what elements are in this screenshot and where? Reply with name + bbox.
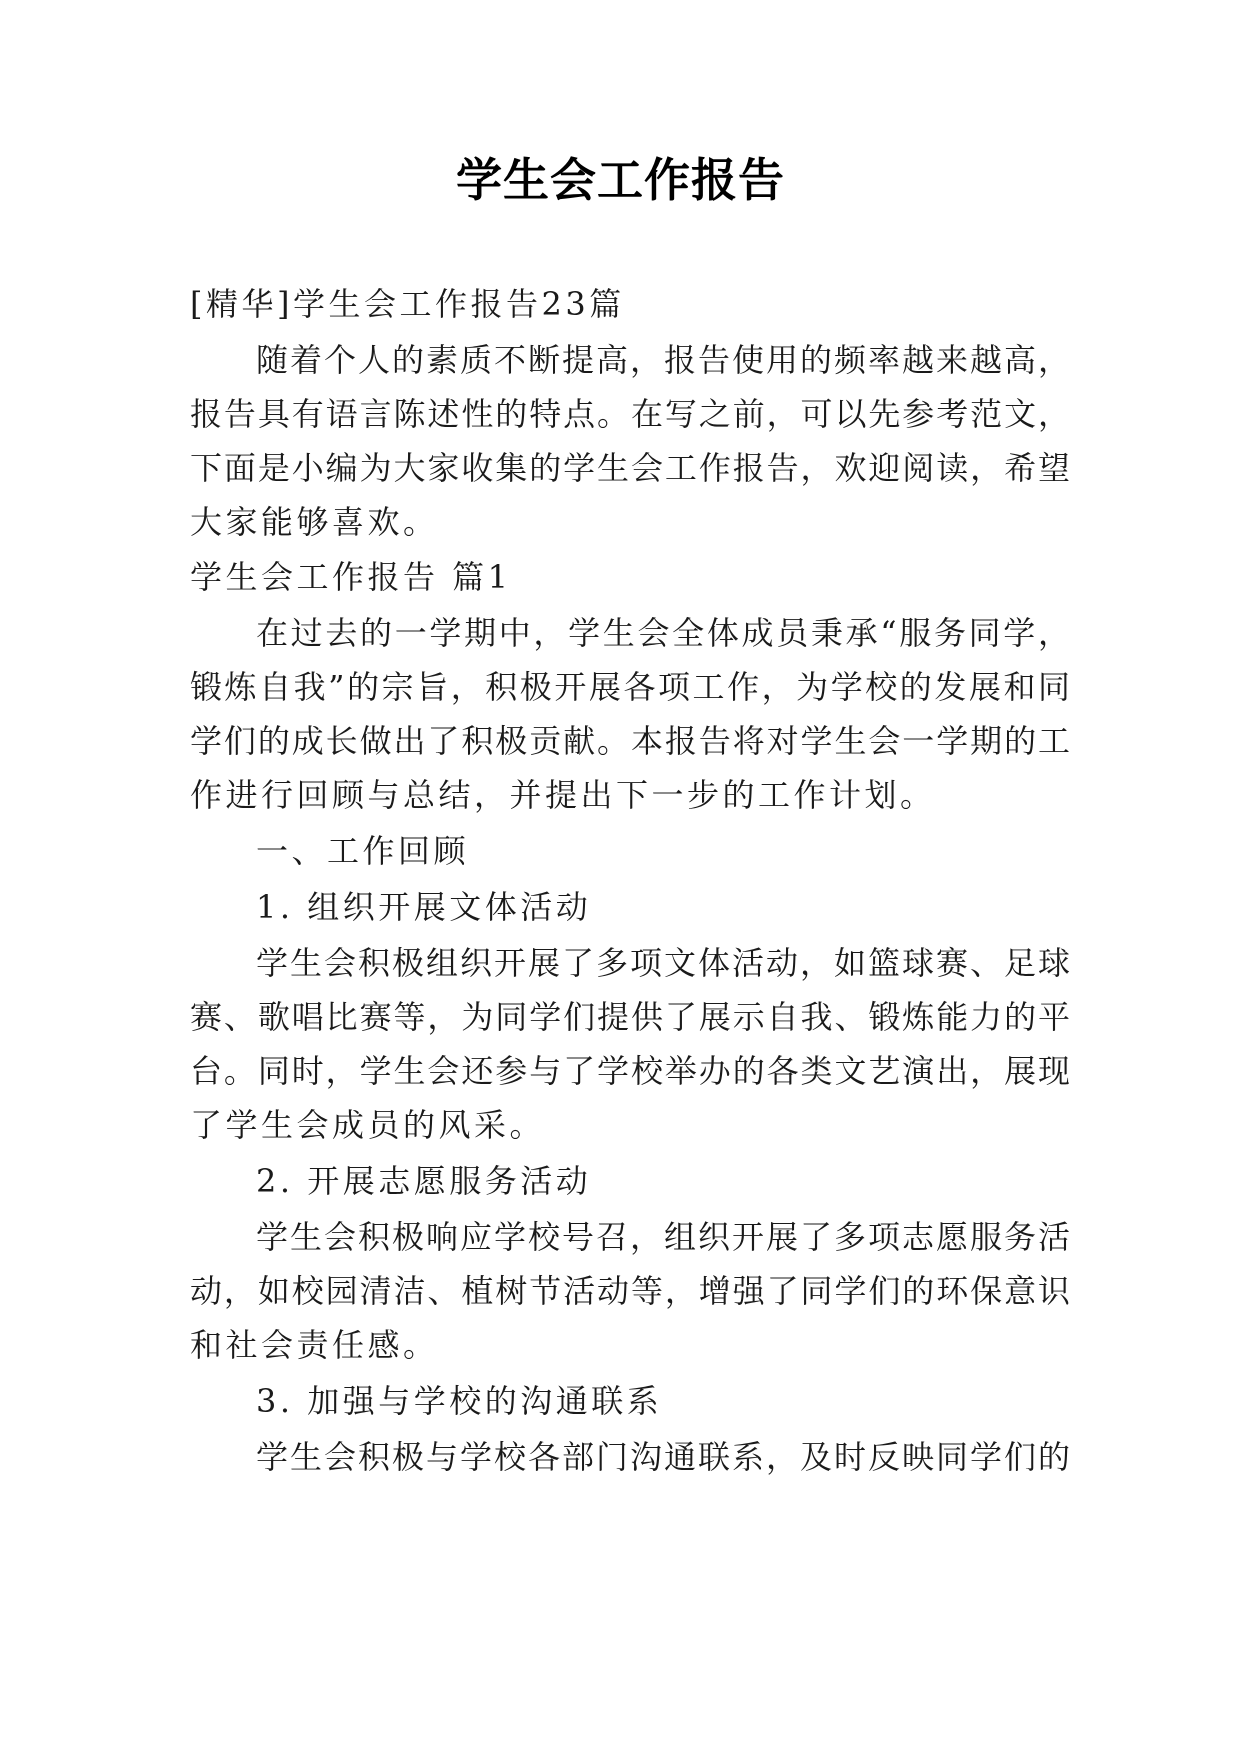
list-heading: 2. 开展志愿服务活动: [256, 1162, 592, 1200]
paragraph-line: 了学生会成员的风采。: [190, 1106, 546, 1144]
paragraph-line: 和社会责任感。: [190, 1326, 439, 1364]
subsection-heading: 一、工作回顾: [256, 832, 470, 870]
paragraph-line: 学生会积极与学校各部门沟通联系，及时反映同学们的: [256, 1438, 1070, 1476]
list-heading: 1. 组织开展文体活动: [256, 888, 592, 926]
paragraph-line: 随着个人的素质不断提高，报告使用的频率越来越高，: [256, 341, 1070, 379]
paragraph-line: 学们的成长做出了积极贡献。本报告将对学生会一学期的工: [190, 722, 1070, 760]
subtitle-line: [精华]学生会工作报告23篇: [190, 285, 625, 323]
paragraph-line: 下面是小编为大家收集的学生会工作报告，欢迎阅读，希望: [190, 449, 1070, 487]
paragraph-line: 作进行回顾与总结，并提出下一步的工作计划。: [190, 776, 936, 814]
paragraph-line: 学生会积极组织开展了多项文体活动，如篮球赛、足球: [256, 944, 1070, 982]
paragraph-line: 赛、歌唱比赛等，为同学们提供了展示自我、锻炼能力的平: [190, 998, 1070, 1036]
paragraph-line: 锻炼自我”的宗旨，积极开展各项工作，为学校的发展和同: [190, 668, 1070, 706]
paragraph-line: 台。同时，学生会还参与了学校举办的各类文艺演出，展现: [190, 1052, 1070, 1090]
paragraph-line: 大家能够喜欢。: [190, 503, 439, 541]
paragraph-line: 动，如校园清洁、植树节活动等，增强了同学们的环保意识: [190, 1272, 1070, 1310]
paragraph-line: 在过去的一学期中，学生会全体成员秉承“服务同学，: [256, 614, 1070, 652]
paragraph-line: 报告具有语言陈述性的特点。在写之前，可以先参考范文，: [190, 395, 1070, 433]
paragraph-line: 学生会积极响应学校号召，组织开展了多项志愿服务活: [256, 1218, 1070, 1256]
document-title: 学生会工作报告: [456, 153, 785, 207]
list-heading: 3. 加强与学校的沟通联系: [256, 1382, 663, 1420]
section-heading: 学生会工作报告 篇1: [190, 558, 512, 596]
